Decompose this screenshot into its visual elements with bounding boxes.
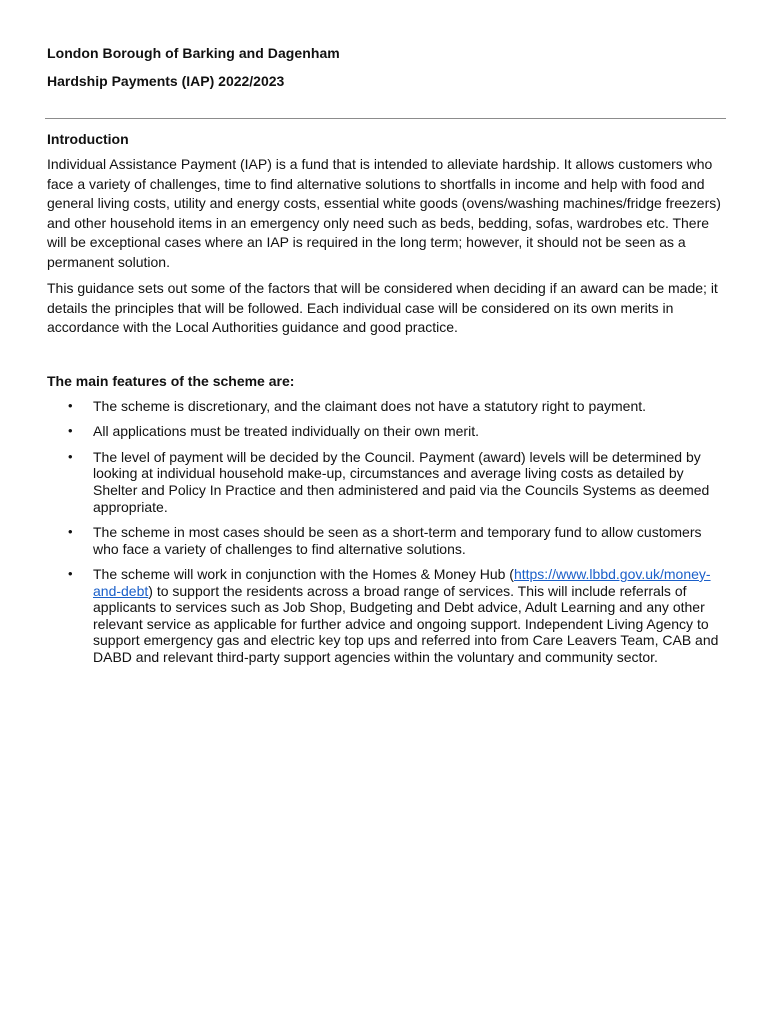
bullet-icon: •	[68, 565, 73, 581]
introduction-paragraph-1: Individual Assistance Payment (IAP) is a fund that is intended to alleviate hardship. It allows customers who face a variety of challenges, time to find alternative solutions to shortfalls in income and help with food and general living costs, utility and energy costs, essential white goods (ovens/washing machines/fridge freezers) and other household items in an emergency only need such as beds, bedding, sofas, wardrobes etc. There will be exceptional cases where an IAP is required in the long term; however, it should not be seen as a permanent solution.	[47, 156, 721, 270]
features-heading: The main features of the scheme are:	[47, 373, 295, 389]
list-item-text: The scheme is discretionary, and the claimant does not have a statutory right to payment.	[93, 398, 647, 414]
horizontal-divider	[45, 118, 726, 119]
bullet-icon: •	[68, 523, 73, 539]
list-item	[0, 566, 723, 666]
list-item-text: The level of payment will be decided by the Council. Payment (award) levels will be determined by looking at individual household make-up, circumstances and average living costs as detailed by Shelter and Policy In Practice and then administered and paid via the Councils Systems as deemed appropriate.	[93, 448, 710, 515]
list-item	[0, 423, 723, 440]
list-item-text-start: The scheme will work in conjunction with the Homes & Money Hub (	[93, 565, 514, 582]
organisation-name: London Borough of Barking and Dagenham	[47, 45, 340, 61]
introduction-paragraph-2: This guidance sets out some of the factors that will be considered when deciding if an award can be made; it details the principles that will be followed. Each individual case will be considered on its own merits in accordance with the Local Authorities guidance and good practice.	[47, 280, 718, 336]
bullet-icon: •	[68, 448, 73, 464]
bullet-icon: •	[68, 398, 73, 413]
features-list	[0, 398, 770, 674]
list-item-text-end: ) to support the residents across a broad range of services. This will include referrals of applicants to services such as Job Shop, Budgeting and Debt advice, Adult Learning and any other relevant service as applicable for further advice and ongoing support. Independent Living Agency to support emergency gas and electric key top ups and referred into from Care Leavers Team, CAB and DABD and relevant third-party support agencies within the voluntary and community sector.	[93, 582, 719, 665]
list-item-text: The scheme in most cases should be seen as a short-term and temporary fund to allow customers who face a variety of challenges to find alternative solutions.	[93, 523, 702, 557]
list-item	[0, 524, 723, 557]
list-item	[0, 398, 723, 415]
document-title: Hardship Payments (IAP) 2022/2023	[47, 73, 285, 89]
money-and-debt-link[interactable]: https://www.lbbd.gov.uk/money-and-debt	[93, 565, 711, 599]
list-item	[0, 449, 723, 515]
bullet-icon: •	[68, 423, 73, 439]
list-item-text: All applications must be treated individually on their own merit.	[93, 423, 479, 440]
introduction-heading: Introduction	[47, 131, 129, 147]
